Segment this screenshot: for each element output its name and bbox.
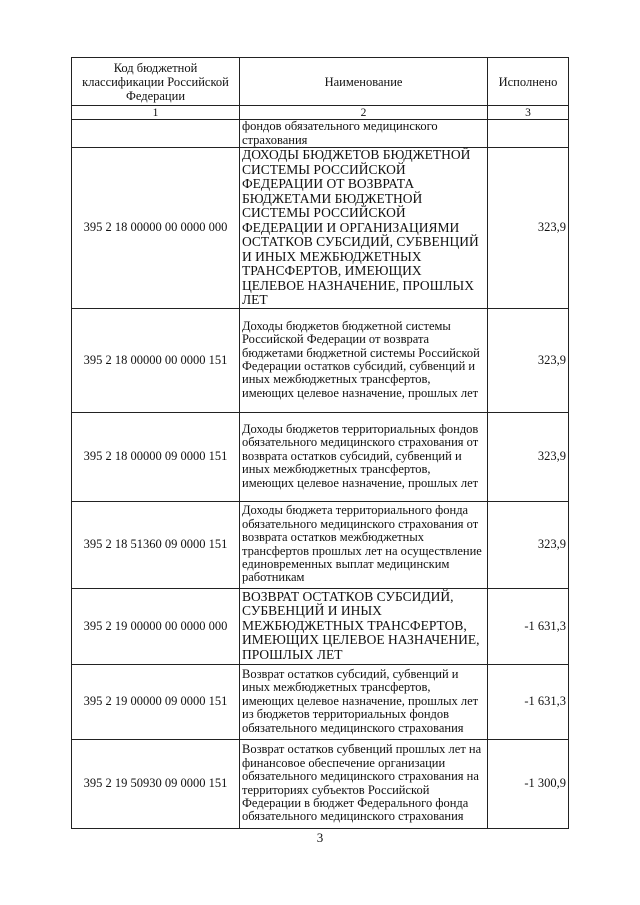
page-number: 3 <box>316 830 324 845</box>
column-number: 2 <box>240 106 488 120</box>
table-row <box>72 501 569 588</box>
row-code: 395 2 19 00000 00 0000 000 <box>72 588 240 664</box>
row-name: Доходы бюджета территориального фонда обязательного медицинского страхования от возврата остатков межбюджетных трансфертов прошлых лет на осуществление единовременных выплат медицинским работникам <box>240 501 488 588</box>
header-code: Код бюджетной классификации Российской Федерации <box>72 58 240 106</box>
row-code: 395 2 18 00000 09 0000 151 <box>72 412 240 501</box>
column-number: 1 <box>72 106 240 120</box>
row-code: 395 2 18 00000 00 0000 000 <box>72 148 240 309</box>
row-code: 395 2 18 00000 00 0000 151 <box>72 308 240 412</box>
row-value: 323,9 <box>488 501 569 588</box>
row-value: -1 300,9 <box>488 739 569 828</box>
table-row <box>72 739 569 828</box>
row-name: Возврат остатков субвенций прошлых лет на финансовое обеспечение организации обязательного медицинского страхования на территориях субъектов Российской Федерации в бюджет Федерального фонда обязательного медицинского страхования <box>240 739 488 828</box>
table-row <box>72 412 569 501</box>
row-code: 395 2 19 50930 09 0000 151 <box>72 739 240 828</box>
row-name: ВОЗВРАТ ОСТАТКОВ СУБСИДИЙ, СУБВЕНЦИЙ И ИНЫХ МЕЖБЮДЖЕТНЫХ ТРАНСФЕРТОВ, ИМЕЮЩИХ ЦЕЛЕВОЕ НАЗНАЧЕНИЕ, ПРОШЛЫХ ЛЕТ <box>240 588 488 664</box>
row-code: 395 2 18 51360 09 0000 151 <box>72 501 240 588</box>
row-name: фондов обязательного медицинского страхования <box>240 120 488 148</box>
row-name: Доходы бюджетов территориальных фондов обязательного медицинского страхования от возврата остатков субсидий, субвенций и иных межбюджетных трансфертов, имеющих целевое назначение, прошлых лет <box>240 412 488 501</box>
row-value <box>488 120 569 148</box>
row-value: 323,9 <box>488 308 569 412</box>
row-code: 395 2 19 00000 09 0000 151 <box>72 664 240 739</box>
budget-table <box>71 57 569 829</box>
header-row <box>72 58 569 106</box>
table-row <box>72 664 569 739</box>
table-row <box>72 148 569 309</box>
row-value: -1 631,3 <box>488 664 569 739</box>
row-name: Возврат остатков субсидий, субвенций и иных межбюджетных трансфертов, имеющих целевое назначение, прошлых лет из бюджетов территориальных фондов обязательного медицинского страхования <box>240 664 488 739</box>
row-value: 323,9 <box>488 412 569 501</box>
column-number: 3 <box>488 106 569 120</box>
table-row <box>72 120 569 148</box>
row-code <box>72 120 240 148</box>
row-value: 323,9 <box>488 148 569 309</box>
column-numbers-row <box>72 106 569 120</box>
row-value: -1 631,3 <box>488 588 569 664</box>
row-name: Доходы бюджетов бюджетной системы Российской Федерации от возврата бюджетами бюджетной системы Российской Федерации остатков субсидий, субвенций и иных межбюджетных трансфертов, имеющих целевое назначение, прошлых лет <box>240 308 488 412</box>
header-name: Наименование <box>240 58 488 106</box>
table-row <box>72 308 569 412</box>
table-row <box>72 588 569 664</box>
header-executed: Исполнено <box>488 58 569 106</box>
row-name: ДОХОДЫ БЮДЖЕТОВ БЮДЖЕТНОЙ СИСТЕМЫ РОССИЙСКОЙ ФЕДЕРАЦИИ ОТ ВОЗВРАТА БЮДЖЕТАМИ БЮДЖЕТНОЙ СИСТЕМЫ РОССИЙСКОЙ ФЕДЕРАЦИИ И ОРГАНИЗАЦИЯМИ ОСТАТКОВ СУБСИДИЙ, СУБВЕНЦИЙ И ИНЫХ МЕЖБЮДЖЕТНЫХ ТРАНСФЕРТОВ, ИМЕЮЩИХ ЦЕЛЕВОЕ НАЗНАЧЕНИЕ, ПРОШЛЫХ ЛЕТ <box>240 148 488 309</box>
